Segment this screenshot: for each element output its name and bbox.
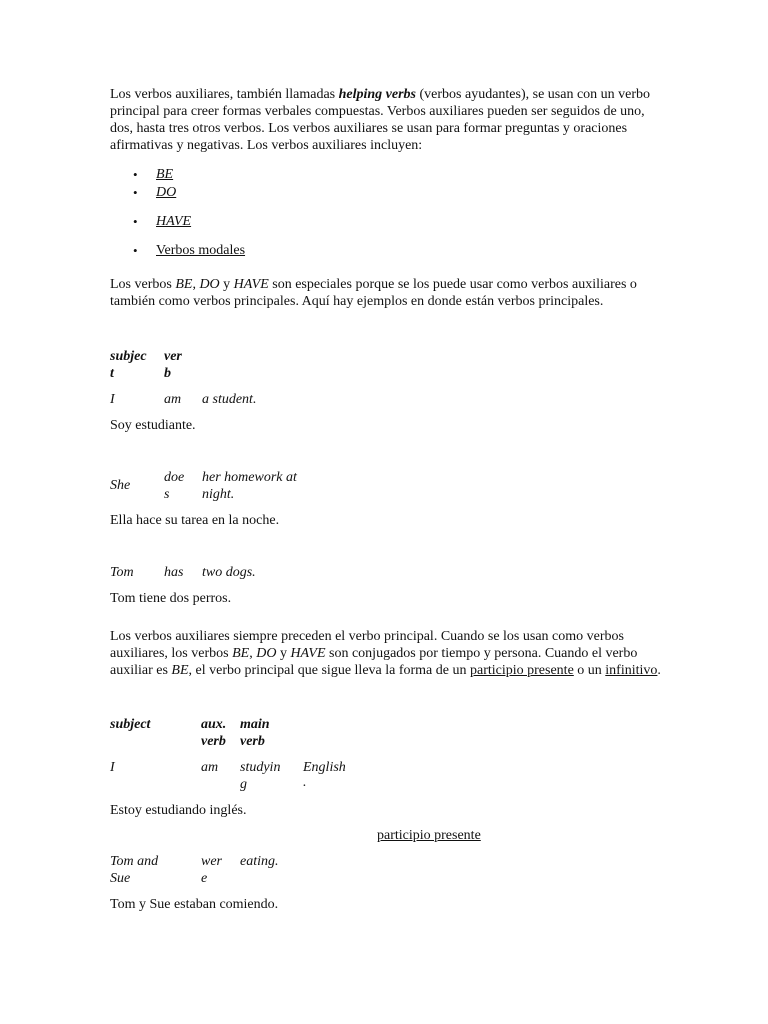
table2-header-main: main bbox=[240, 717, 270, 732]
table1-row2-object-cont: night. bbox=[202, 487, 235, 502]
para2-text-end: son especiales porque se los puede usar como verbos auxiliares o también como verbos principales. Aquí hay ejemplos en donde están verbos principales. bbox=[110, 277, 637, 309]
bullet-marker: • bbox=[133, 214, 138, 229]
verb-be: BE bbox=[232, 646, 250, 661]
bullet-marker: • bbox=[133, 185, 138, 200]
bullet-marker: • bbox=[133, 167, 138, 182]
para3-text-mid: son conjugados por tiempo y persona. Cuando el verbo auxiliar es bbox=[110, 646, 638, 678]
table2-row2-aux: wer bbox=[201, 854, 222, 869]
verb-have: HAVE bbox=[233, 277, 269, 292]
table2-header-aux: aux. bbox=[201, 717, 227, 732]
table1-row1-object: a student. bbox=[202, 392, 257, 407]
table1-row3-subject: Tom bbox=[110, 565, 134, 580]
para3-text-end: . bbox=[657, 663, 661, 678]
auxiliary-order-paragraph bbox=[110, 628, 665, 679]
table2-translation-2: Tom y Sue estaban comiendo. bbox=[110, 897, 279, 912]
bullet-link-modal-verbs[interactable]: Verbos modales bbox=[156, 243, 246, 258]
table2-row1-main: studyin bbox=[240, 760, 281, 775]
table1-translation-2: Ella hace su tarea en la noche. bbox=[110, 513, 280, 528]
separator: , bbox=[192, 277, 200, 292]
table1-header-verb-cont: b bbox=[164, 366, 171, 381]
table1-row2-subject: She bbox=[110, 478, 131, 493]
table1-row2-verb-cont: s bbox=[164, 487, 170, 502]
table2-row2-subject: Tom and bbox=[110, 854, 159, 869]
table1-row1-subject: I bbox=[110, 392, 115, 407]
table1-row3-object: two dogs. bbox=[202, 565, 256, 580]
verb-have: HAVE bbox=[290, 646, 326, 661]
table1-row2-verb: doe bbox=[164, 470, 185, 485]
bullet-link-have[interactable]: HAVE bbox=[156, 214, 192, 229]
table1-translation-1: Soy estudiante. bbox=[110, 418, 196, 433]
table2-header-main-cont: verb bbox=[240, 734, 265, 749]
table1-translation-3: Tom tiene dos perros. bbox=[110, 591, 232, 606]
table1-header-subject: subjec bbox=[110, 349, 147, 364]
verb-be: BE bbox=[171, 663, 189, 678]
table2-row1-aux: am bbox=[201, 760, 219, 775]
table2-header-aux-cont: verb bbox=[201, 734, 226, 749]
table2-row1-extra-cont: . bbox=[303, 775, 307, 790]
table2-row1-main-cont: g bbox=[240, 777, 247, 792]
para3-text: Los verbos auxiliares siempre preceden el verbo principal. Cuando se los usan como verbos auxiliares, los verbos bbox=[110, 629, 624, 661]
present-participle-link[interactable]: participio presente bbox=[470, 663, 574, 678]
table1-row3-verb: has bbox=[164, 565, 184, 580]
table1-row2-object: her homework at bbox=[202, 470, 297, 485]
present-participle-note[interactable]: participio presente bbox=[377, 828, 481, 843]
infinitive-link[interactable]: infinitivo bbox=[605, 663, 658, 678]
para3-text-mid3: o un bbox=[573, 663, 606, 678]
bullet-link-do[interactable]: DO bbox=[156, 185, 177, 200]
para3-text-mid2: , el verbo principal que sigue lleva la forma de un bbox=[188, 663, 470, 678]
conjunction: y bbox=[276, 646, 291, 661]
table2-translation-1: Estoy estudiando inglés. bbox=[110, 803, 247, 818]
table2-row1-subject: I bbox=[110, 760, 115, 775]
special-verbs-paragraph bbox=[110, 276, 665, 310]
intro-paragraph bbox=[110, 86, 665, 154]
bullet-link-be[interactable]: BE bbox=[156, 167, 174, 182]
table2-row2-main: eating. bbox=[240, 854, 279, 869]
separator: , bbox=[249, 646, 257, 661]
table2-row1-extra: English bbox=[303, 760, 346, 775]
table2-row2-aux-cont: e bbox=[201, 871, 208, 886]
conjunction: y bbox=[219, 277, 234, 292]
intro-text-end: (verbos ayudantes), se usan con un verbo principal para creer formas verbales compuestas. Verbos auxiliares pueden ser seguidos de uno, dos, hasta tres otros verbos. Los verbos auxiliares se usan para formar preguntas y oraciones afirmativas y negativas. Los verbos auxiliares incluyen: bbox=[110, 87, 651, 153]
verb-do: DO bbox=[256, 646, 277, 661]
table1-row1-verb: am bbox=[164, 392, 182, 407]
bullet-marker: • bbox=[133, 243, 138, 258]
verb-do: DO bbox=[199, 277, 220, 292]
intro-text-start: Los verbos auxiliares, también llamadas bbox=[110, 87, 339, 102]
helping-verbs-term: helping verbs bbox=[338, 87, 416, 102]
verb-be: BE bbox=[175, 277, 193, 292]
table1-header-subject-cont: t bbox=[110, 366, 114, 381]
table1-header-verb: ver bbox=[164, 349, 182, 364]
para2-text: Los verbos bbox=[110, 277, 176, 292]
table2-header-subject: subject bbox=[110, 717, 151, 732]
table2-row2-subject-cont: Sue bbox=[110, 871, 131, 886]
